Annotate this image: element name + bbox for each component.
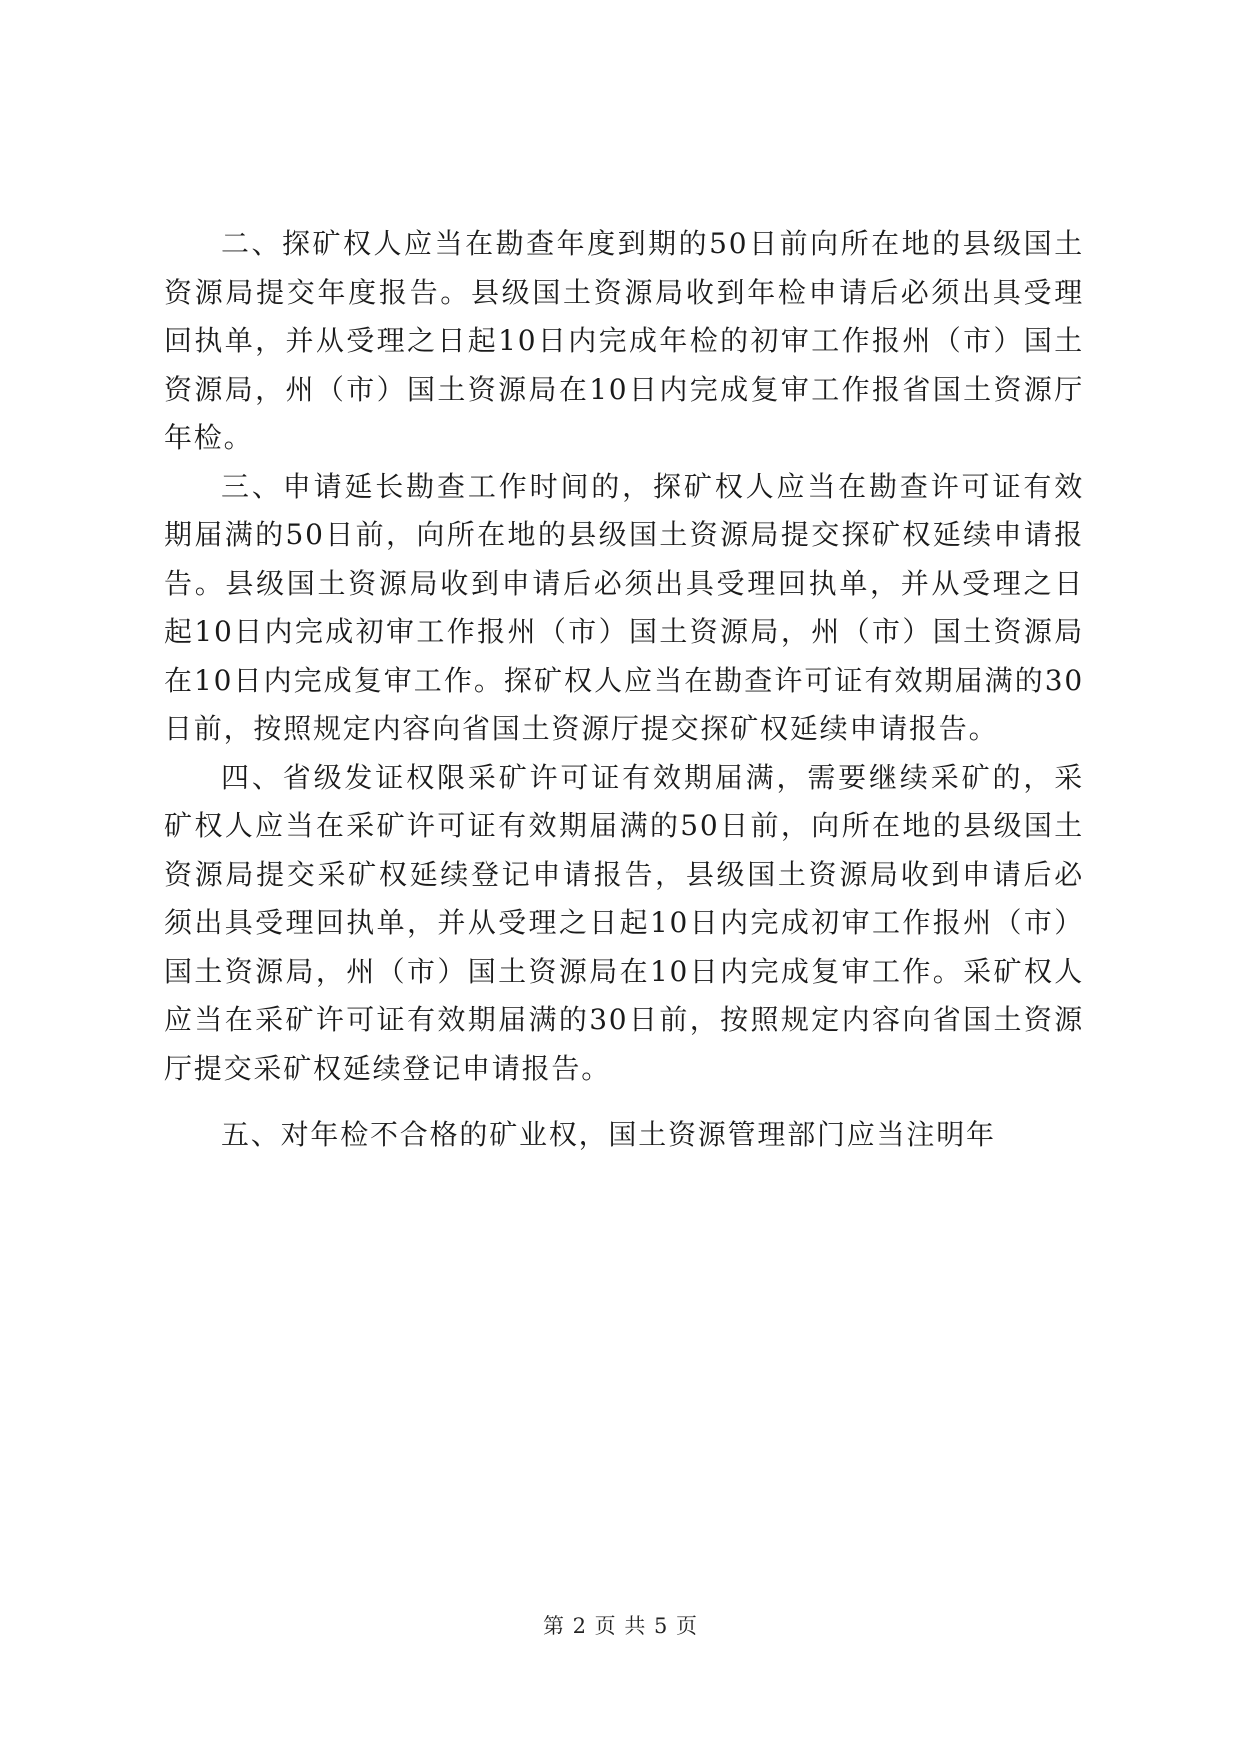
paragraph-2: 二、探矿权人应当在勘查年度到期的50日前向所在地的县级国土资源局提交年度报告。县级国土资源局收到年检申请后必须出具受理回执单，并从受理之日起10日内完成年检的初审工作报州（市）国土资源局，州（市）国土资源局在10日内完成复审工作报省国土资源厅年检。: [164, 227, 1084, 454]
document-body: [164, 220, 1084, 1160]
paragraph-4: 四、省级发证权限采矿许可证有效期届满，需要继续采矿的，采矿权人应当在采矿许可证有效期届满的50日前，向所在地的县级国土资源局提交采矿权延续登记申请报告，县级国土资源局收到申请后必须出具受理回执单，并从受理之日起10日内完成初审工作报州（市）国土资源局，州（市）国土资源局在10日内完成复审工作。采矿权人应当在采矿许可证有效期届满的30日前，按照规定内容向省国土资源厅提交采矿权延续登记申请报告。: [164, 760, 1084, 1085]
paragraph-3: 三、申请延长勘查工作时间的，探矿权人应当在勘查许可证有效期届满的50日前，向所在地的县级国土资源局提交探矿权延续申请报告。县级国土资源局收到申请后必须出具受理回执单，并从受理之日起10日内完成初审工作报州（市）国土资源局，州（市）国土资源局在10日内完成复审工作。探矿权人应当在勘查许可证有效期届满的30日前，按照规定内容向省国土资源厅提交探矿权延续申请报告。: [164, 469, 1084, 745]
page-number-footer: 第 2 页 共 5 页: [542, 1614, 699, 1638]
paragraph-5: 五、对年检不合格的矿业权，国土资源管理部门应当注明年: [221, 1118, 996, 1151]
